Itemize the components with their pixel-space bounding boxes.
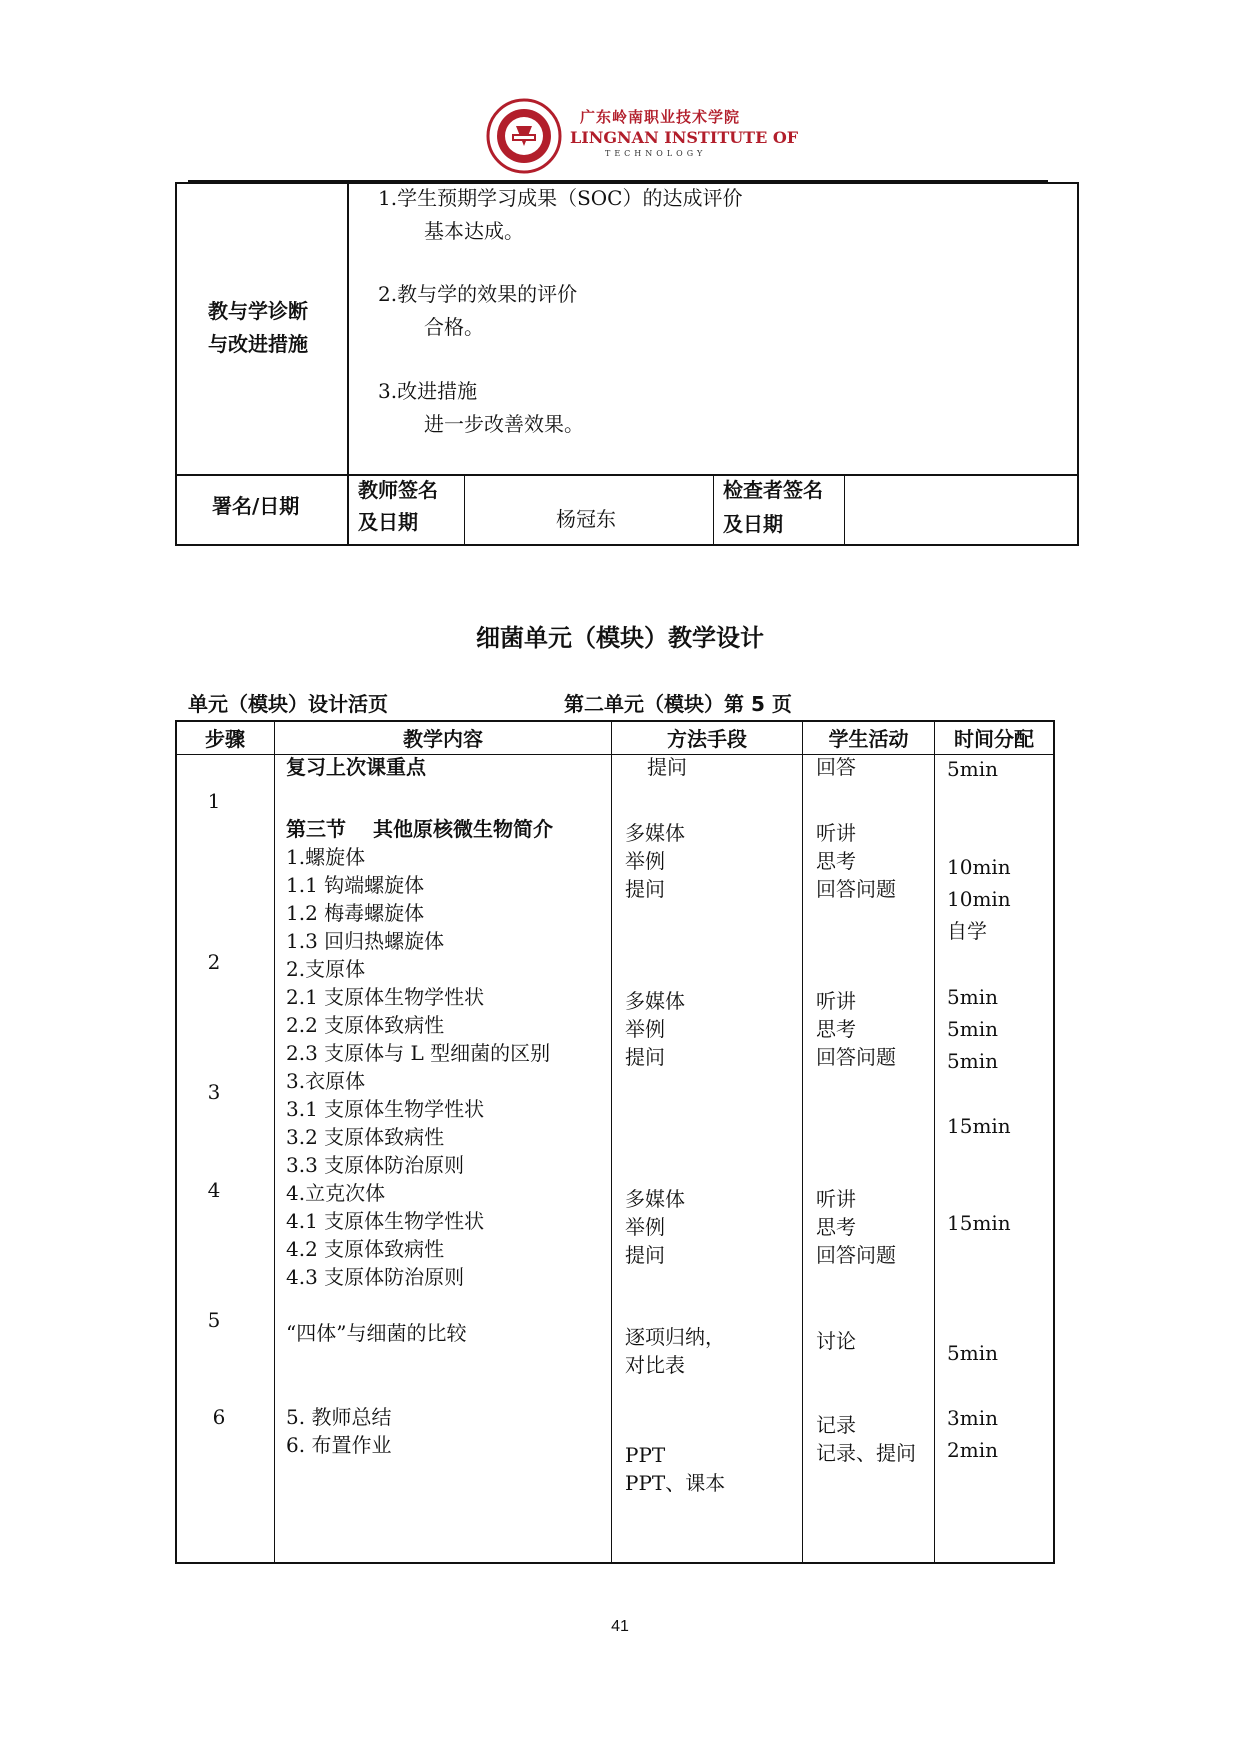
method-line: 提问: [647, 755, 687, 779]
activity-line: 回答: [816, 755, 856, 779]
header-activity: 学生活动: [828, 727, 909, 751]
method-line: 提问: [625, 1045, 665, 1069]
activity-line: 听讲: [816, 821, 856, 845]
method-line: 对比表: [625, 1353, 685, 1377]
step-number: 3: [207, 1080, 221, 1104]
teacher-sign-label-line1: 教师签名: [358, 478, 438, 502]
content-line: 4.立克次体: [286, 1181, 386, 1205]
time-line: 3min: [947, 1406, 998, 1430]
header-method: 方法手段: [667, 727, 747, 751]
diagnosis-item-2-body: 合格。: [424, 315, 484, 339]
method-line: 举例: [625, 849, 665, 873]
step-number: 5: [207, 1308, 221, 1332]
time-line: 2min: [947, 1438, 998, 1462]
content-line: 1.1 钩端螺旋体: [286, 873, 425, 897]
step-number: 2: [207, 950, 221, 974]
diagnosis-label-line2: 与改进措施: [208, 332, 308, 356]
step-number: 1: [207, 789, 221, 813]
time-line: 15min: [947, 1114, 1011, 1138]
step-number: 6: [212, 1405, 226, 1429]
time-line: 10min: [947, 887, 1011, 911]
content-line: 复习上次课重点: [286, 755, 426, 779]
header-time: 时间分配: [954, 727, 1034, 751]
method-line: 多媒体: [625, 989, 685, 1013]
time-line: 10min: [947, 855, 1011, 879]
content-line: 1.2 梅毒螺旋体: [286, 901, 425, 925]
subtitle-right: 第二单元（模块）第 5 页: [564, 692, 792, 716]
school-name-cn: 广东岭南职业技术学院: [580, 108, 741, 126]
content-line: 4.1 支原体生物学性状: [286, 1209, 485, 1233]
activity-line: 思考: [816, 1017, 856, 1041]
school-name-en: LINGNAN INSTITUTE OF: [570, 128, 799, 147]
method-line: 多媒体: [625, 1187, 685, 1211]
activity-line: 讨论: [816, 1329, 856, 1353]
diagnosis-item-3-heading: 3.改进措施: [378, 379, 478, 403]
activity-line: 记录: [816, 1413, 856, 1437]
activity-line: 回答问题: [816, 877, 896, 901]
content-line: 2.2 支原体致病性: [286, 1013, 445, 1037]
method-line: 提问: [625, 877, 665, 901]
header-step: 步骤: [205, 727, 245, 751]
subtitle-left: 单元（模块）设计活页: [188, 692, 388, 716]
checker-sign-label-line1: 检查者签名: [723, 478, 823, 502]
content-line: 第三节 其他原核微生物简介: [286, 817, 553, 841]
content-line: 1.螺旋体: [286, 845, 366, 869]
step-number: 4: [207, 1178, 221, 1202]
diagnosis-item-1-heading: 1.学生预期学习成果（SOC）的达成评价: [378, 186, 743, 210]
activity-line: 听讲: [816, 989, 856, 1013]
header-content: 教学内容: [403, 727, 483, 751]
unit-title: 细菌单元（模块）教学设计: [476, 624, 764, 652]
method-line: PPT、课本: [625, 1471, 726, 1495]
page-number: 41: [611, 1618, 629, 1635]
content-line: 2.支原体: [286, 957, 366, 981]
activity-line: 思考: [816, 1215, 856, 1239]
content-line: 6. 布置作业: [286, 1433, 392, 1457]
time-line: 5min: [947, 1017, 998, 1041]
content-line: 4.2 支原体致病性: [286, 1237, 445, 1261]
content-line: 3.2 支原体致病性: [286, 1125, 445, 1149]
activity-line: 记录、提问: [816, 1441, 916, 1465]
time-line: 15min: [947, 1211, 1011, 1235]
time-line: 自学: [947, 919, 987, 943]
content-line: 3.1 支原体生物学性状: [286, 1097, 485, 1121]
time-line: 5min: [947, 1341, 998, 1365]
method-line: PPT: [625, 1443, 666, 1467]
method-line: 举例: [625, 1017, 665, 1041]
method-line: 举例: [625, 1215, 665, 1239]
method-line: 多媒体: [625, 821, 685, 845]
activity-line: 回答问题: [816, 1243, 896, 1267]
activity-line: 思考: [816, 849, 856, 873]
page-header: [0, 0, 1240, 185]
method-line: 提问: [625, 1243, 665, 1267]
sign-date-label: 署名/日期: [212, 494, 300, 518]
teacher-name: 杨冠东: [556, 507, 616, 531]
method-line: 逐项归纳，: [625, 1325, 725, 1349]
checker-sign-label-line2: 及日期: [723, 512, 783, 536]
content-line: 1.3 回归热螺旋体: [286, 929, 445, 953]
time-line: 5min: [947, 985, 998, 1009]
content-line: “四体”与细菌的比较: [286, 1321, 467, 1345]
activity-line: 回答问题: [816, 1045, 896, 1069]
content-line: 2.1 支原体生物学性状: [286, 985, 485, 1009]
time-line: 5min: [947, 1049, 998, 1073]
content-line: 4.3 支原体防治原则: [286, 1265, 465, 1289]
time-line: 5min: [947, 757, 998, 781]
content-line: 5. 教师总结: [286, 1405, 392, 1429]
school-name-en-line2: TECHNOLOGY: [605, 149, 707, 158]
content-line: 3.3 支原体防治原则: [286, 1153, 465, 1177]
diagnosis-item-1-body: 基本达成。: [424, 219, 524, 243]
teacher-sign-label-line2: 及日期: [358, 510, 418, 534]
school-logo: [486, 98, 562, 174]
diagnosis-item-2-heading: 2.教与学的效果的评价: [378, 282, 578, 306]
activity-line: 听讲: [816, 1187, 856, 1211]
content-line: 2.3 支原体与 L 型细菌的区别: [286, 1041, 551, 1065]
diagnosis-item-3-body: 进一步改善效果。: [424, 412, 584, 436]
diagnosis-label-line1: 教与学诊断: [208, 299, 308, 323]
content-line: 3.衣原体: [286, 1069, 366, 1093]
